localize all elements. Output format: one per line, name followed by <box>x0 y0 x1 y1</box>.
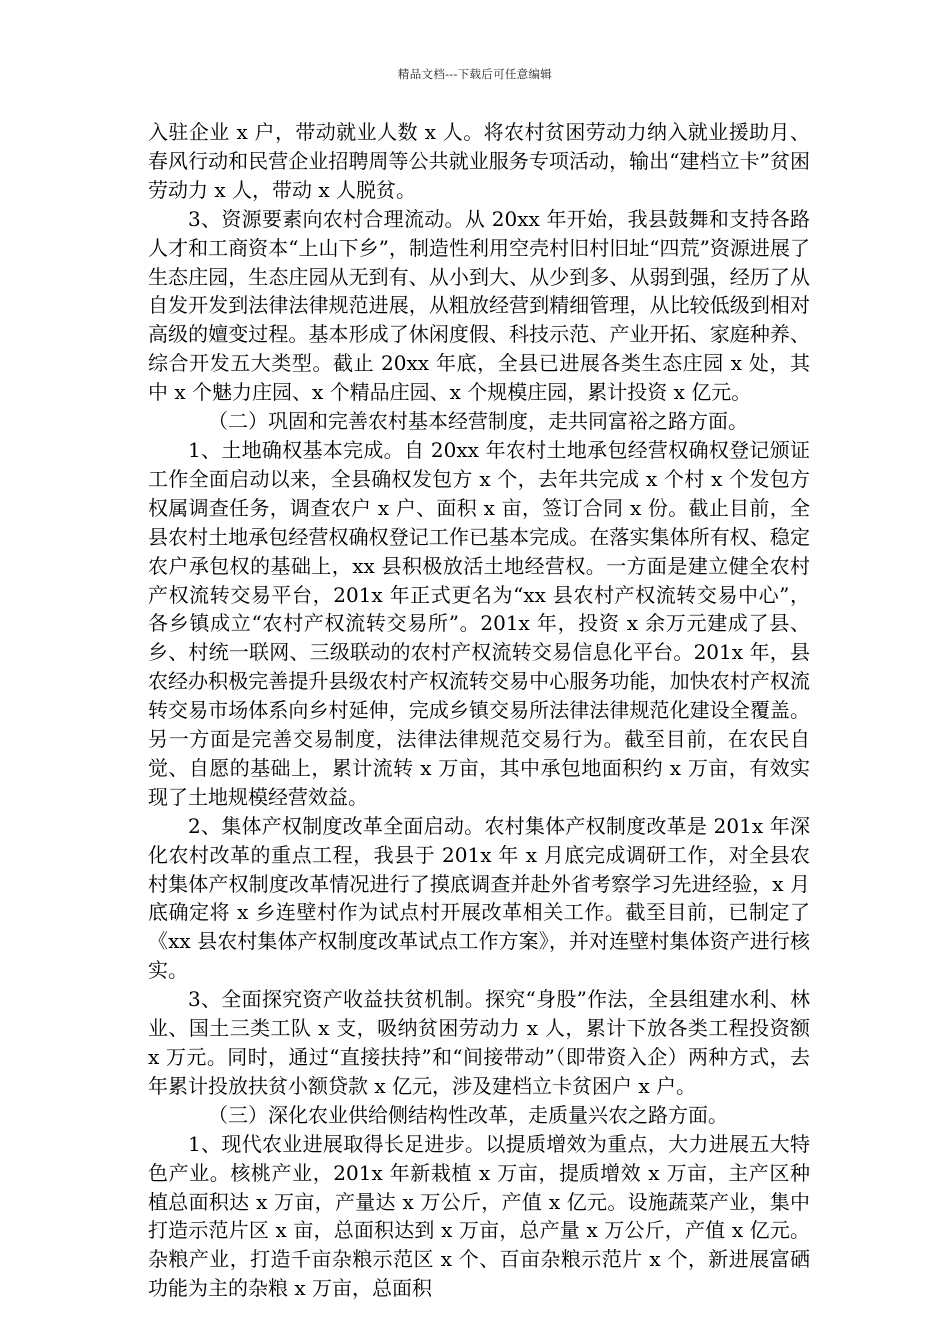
paragraph: 2、集体产权制度改革全面启动。农村集体产权制度改革是 201x 年深化农村改革的重点工程，我县于 201x 年 x 月底完成调研工作，对全县农村集体产权制度改革情况进行了摸底调查并赴外省考察学习先进经验，x 月底确定将 x 乡连壁村作为试点村开展改革相关工作。截至目前，已制定了《xx 县农村集体产权制度改革试点工作方案》，并对连壁村集体资产进行核实。 <box>148 813 810 983</box>
paragraph: 3、全面探究资产收益扶贫机制。探究“身股”作法，全县组建水利、林业、国土三类工队 x 支，吸纳贫困劳动力 x 人，累计下放各类工程投资额 x 万元。同时，通过“直接扶持”和“间接带动”（即带资入企）两种方式，去年累计投放扶贫小额贷款 x 亿元，涉及建档立卡贫困户 x 户。 <box>148 987 810 1098</box>
paragraph: 入驻企业 x 户，带动就业人数 x 人。将农村贫困劳动力纳入就业援助月、春风行动和民营企业招聘周等公共就业服务专项活动，输出“建档立卡”贫困劳动力 x 人，带动 x 人脱贫。 <box>148 120 810 202</box>
page-header: 精品文档---下载后可任意编辑 <box>397 67 553 81</box>
section-heading: （三）深化农业供给侧结构性改革，走质量兴农之路方面。 <box>208 1102 728 1127</box>
paragraph: 1、现代农业进展取得长足进步。以提质增效为重点，大力进展五大特色产业。核桃产业，201x 年新栽植 x 万亩，提质增效 x 万亩，主产区种植总面积达 x 万亩，产量达 x 万公斤，产值 x 亿元。设施蔬菜产业，集中打造示范片区 x 亩，总面积达到 x 万亩，总产量 x 万公斤，产值 x 亿元。杂粮产业，打造千亩杂粮示范区 x 个、百亩杂粮示范片 x 个，新进展富硒功能为主的杂粮 x 万亩，总面积 <box>148 1131 810 1301</box>
document-body <box>148 118 810 1303</box>
section-heading: （二）巩固和完善农村基本经营制度，走共同富裕之路方面。 <box>208 409 748 434</box>
paragraph: 3、资源要素向农村合理流动。从 20xx 年开始，我县鼓舞和支持各路人才和工商资本“上山下乡”，制造性利用空壳村旧村旧址“四荒”资源进展了生态庄园，生态庄园从无到有、从小到大、从少到多、从弱到强，经历了从自发开发到法律法律规范进展，从粗放经营到精细管理，从比较低级到相对高级的嬗变过程。基本形成了休闲度假、科技示范、产业开拓、家庭种养、综合开发五大类型。截止 20xx 年底，全县已进展各类生态庄园 x 处，其中 x 个魅力庄园、x 个精品庄园、x 个规模庄园，累计投资 x 亿元。 <box>148 206 810 405</box>
paragraph: 1、土地确权基本完成。自 20xx 年农村土地承包经营权确权登记颁证工作全面启动以来，全县确权发包方 x 个，去年共完成 x 个村 x 个发包方权属调查任务，调查农户 x 户、面积 x 亩，签订合同 x 份。截止目前，全县农村土地承包经营权确权登记工作已基本完成。在落实集体所有权、稳定农户承包权的基础上，xx 县积极放活土地经营权。一方面是建立健全农村产权流转交易平台，201x 年正式更名为“xx 县农村产权流转交易中心”，各乡镇成立“农村产权流转交易所”。201x 年，投资 x 余万元建成了县、乡、村统一联网、三级联动的农村产权流转交易信息化平台。201x 年，县农经办积极完善提升县级农村产权流转交易中心服务功能，加快农村产权流转交易市场体系向乡村延伸，完成乡镇交易所法律法律规范化建设全覆盖。另一方面是完善交易制度，法律法律规范交易行为。截至目前，在农民自觉、自愿的基础上，累计流转 x 万亩，其中承包地面积约 x 万亩，有效实现了土地规模经营效益。 <box>148 437 810 809</box>
